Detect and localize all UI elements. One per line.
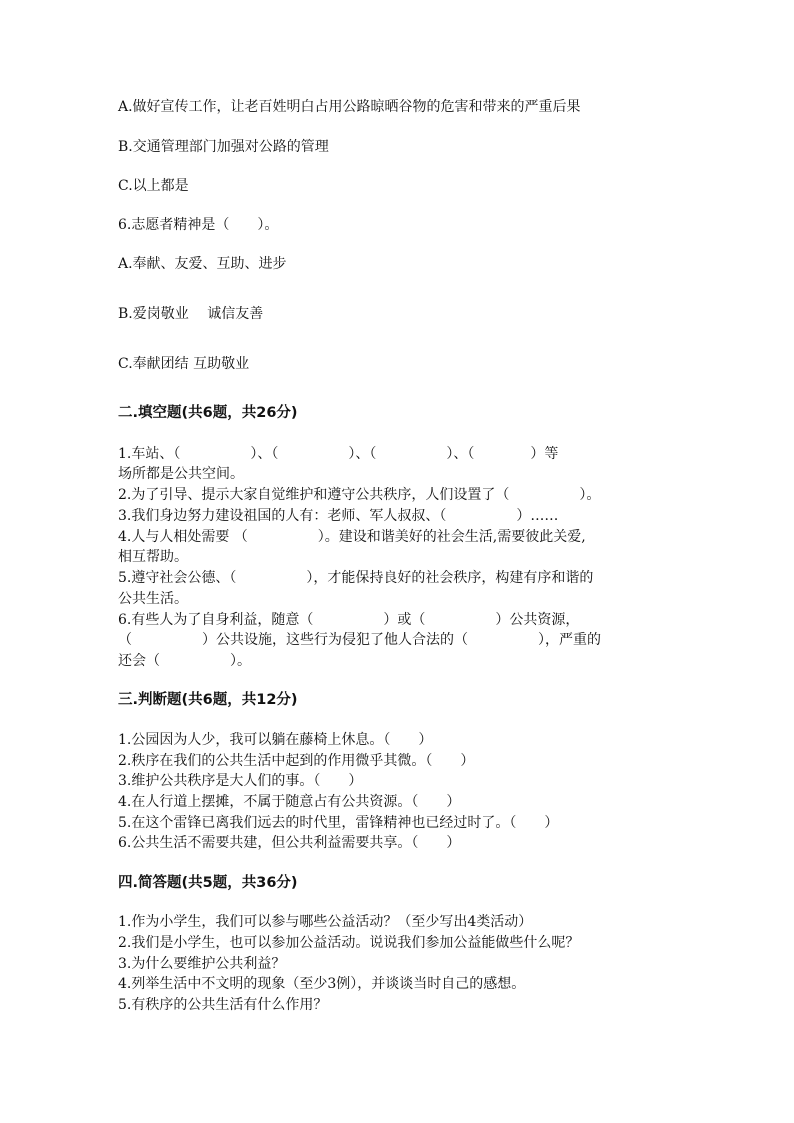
fill-line: 场所都是公共空间。 [118, 466, 244, 482]
fill-line: 相互帮助。 [118, 549, 188, 565]
judge-line: 3.维护公共秩序是大人们的事。（ ） [118, 773, 363, 789]
fill-line: （ ）公共设施，这些行为侵犯了他人合法的（ ），严重的 [118, 632, 601, 648]
fill-blank-heading: 二.填空题(共6题，共26分) [118, 405, 298, 421]
judge-line: 6.公共生活不需要共建，但公共利益需要共享。（ ） [118, 835, 461, 851]
short-answer-line: 2.我们是小学生，也可以参加公益活动。说说我们参加公益能做些什么呢？ [118, 935, 580, 951]
fill-line: 6.有些人为了自身利益，随意（ ）或（ ）公共资源， [118, 612, 580, 628]
question-6: 6.志愿者精神是（ ）。 [118, 217, 279, 233]
option-c: C.以上都是 [118, 178, 189, 194]
fill-line: 5.遵守社会公德、（ ），才能保持良好的社会秩序，构建有序和谐的 [118, 570, 594, 586]
judge-heading: 三.判断题(共6题，共12分) [118, 692, 298, 708]
q6-option-c: C.奉献团结 互助敬业 [118, 356, 250, 372]
option-a: A.做好宣传工作，让老百姓明白占用公路晾晒谷物的危害和带来的严重后果 [118, 99, 581, 115]
q6-option-b: B.爱岗敬业 诚信友善 [118, 306, 264, 322]
q6-option-a: A.奉献、友爱、互助、进步 [118, 256, 287, 272]
judge-line: 5.在这个雷锋已离我们远去的时代里，雷锋精神也已经过时了。（ ） [118, 815, 559, 831]
judge-line: 2.秩序在我们的公共生活中起到的作用微乎其微。（ ） [118, 753, 475, 769]
fill-line: 3.我们身边努力建设祖国的人有：老师、军人叔叔、（ ）…… [118, 508, 559, 524]
short-answer-line: 5.有秩序的公共生活有什么作用？ [118, 997, 328, 1013]
fill-line: 4.人与人相处需要 （ ）。建设和谐美好的社会生活,需要彼此关爱, [118, 529, 586, 545]
short-answer-heading: 四.简答题(共5题，共36分) [118, 875, 298, 891]
fill-line: 1.车站、（ ）、（ ）、（ ）、（ ）等 [118, 446, 559, 462]
fill-line: 公共生活。 [118, 591, 188, 607]
short-answer-line: 1.作为小学生，我们可以参与哪些公益活动？（至少写出4类活动） [118, 914, 533, 930]
judge-line: 1.公园因为人少，我可以躺在藤椅上休息。（ ） [118, 732, 433, 748]
fill-line: 2.为了引导、提示大家自觉维护和遵守公共秩序，人们设置了（ ）。 [118, 487, 601, 503]
short-answer-line: 3.为什么要维护公共利益？ [118, 956, 286, 972]
judge-line: 4.在人行道上摆摊，不属于随意占有公共资源。（ ） [118, 794, 461, 810]
short-answer-line: 4.列举生活中不文明的现象（至少3例），并谈谈当时自己的感想。 [118, 976, 526, 992]
fill-line: 还会（ ）。 [118, 653, 251, 669]
option-b: B.交通管理部门加强对公路的管理 [118, 139, 329, 155]
